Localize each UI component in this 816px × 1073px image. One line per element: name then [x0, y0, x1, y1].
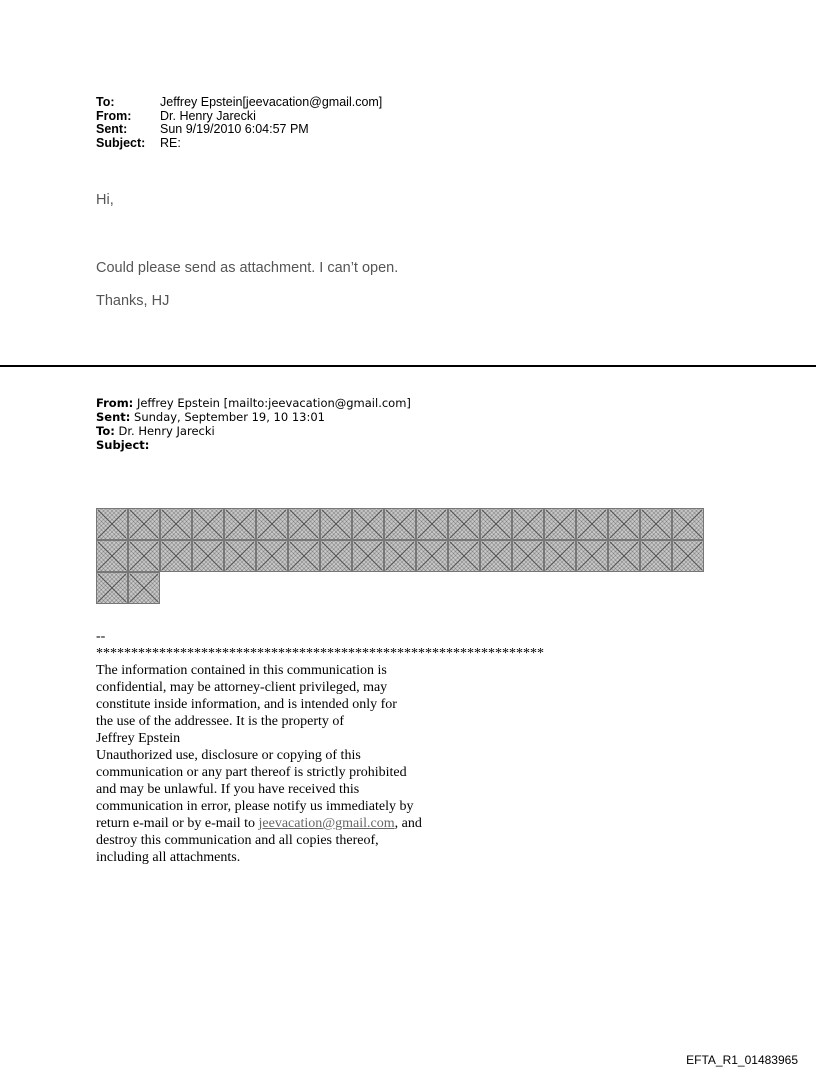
quoted-sent-label: Sent: [96, 410, 131, 424]
to-label: To: [96, 95, 115, 109]
email-header [96, 96, 382, 150]
missing-image-icon [96, 540, 128, 572]
missing-image-icon [544, 508, 576, 540]
subject-row [96, 137, 382, 151]
signature-dashes: -- [96, 629, 106, 644]
quoted-from-row [96, 396, 411, 410]
missing-image-icon [288, 540, 320, 572]
quoted-from-label: From: [96, 396, 134, 410]
missing-image-icon [288, 508, 320, 540]
signature-block [96, 628, 544, 662]
missing-image-icon [320, 508, 352, 540]
to-row [96, 96, 382, 110]
missing-image-icon [448, 540, 480, 572]
disclaimer-text-end: , and destroy this communication and all copies thereof, including all attachments. [96, 816, 422, 865]
disclaimer [96, 662, 516, 866]
missing-image-icon [256, 508, 288, 540]
subject-label: Subject: [96, 135, 146, 150]
missing-image-icon [416, 508, 448, 540]
separator-rule [0, 365, 816, 367]
to-value: Jeffrey Epstein[jeevacation@gmail.com] [160, 95, 383, 109]
missing-image-icon [576, 508, 608, 540]
from-label: From: [96, 108, 132, 123]
quoted-subject-row [96, 438, 411, 452]
disclaimer-email-link[interactable]: jeevacation@gmail.com [258, 816, 395, 831]
message-line: Could please send as attachment. I can’t open. [96, 260, 399, 276]
missing-image-icon [672, 508, 704, 540]
quoted-subject-label: Subject: [96, 438, 150, 452]
missing-image-icon [480, 508, 512, 540]
missing-image-icon [128, 572, 160, 604]
missing-image-icon [416, 540, 448, 572]
quoted-to-row [96, 424, 411, 438]
missing-image-icon [640, 540, 672, 572]
missing-image-icon [320, 540, 352, 572]
missing-image-icon [224, 508, 256, 540]
missing-image-icon [640, 508, 672, 540]
missing-image-icon [608, 540, 640, 572]
missing-image-icon [608, 508, 640, 540]
disclaimer-text: The information contained in this communication is confidential, may be attorney-client privileged, may constitute inside information, and is intended only for the use of the addressee. It is the property of Jeffrey Epstein Unauthorized use, disclosure or copying of this communication or any part thereof is strictly prohibited and may be unlawful. If you have received this communication in error, please notify us immediately by return e-mail or by e-mail to [96, 663, 414, 831]
missing-image-icon [544, 540, 576, 572]
sent-value: Sun 9/19/2010 6:04:57 PM [160, 122, 309, 136]
missing-image-icon [384, 508, 416, 540]
subject-value: RE: [160, 135, 181, 150]
missing-image-icon [352, 540, 384, 572]
missing-image-icon [512, 508, 544, 540]
quoted-from-value: Jeffrey Epstein [mailto:jeevacation@gmail.com] [136, 396, 411, 410]
missing-image-icon [96, 508, 128, 540]
missing-image-icon [576, 540, 608, 572]
missing-image-icon [352, 508, 384, 540]
quoted-sent-value: Sunday, September 19, 10 13:01 [134, 410, 325, 424]
missing-image-icon [160, 508, 192, 540]
quoted-to-value: Dr. Henry Jarecki [118, 424, 215, 438]
missing-image-icon [128, 540, 160, 572]
missing-image-icon [128, 508, 160, 540]
missing-image-icon [224, 540, 256, 572]
quoted-sent-row [96, 410, 411, 424]
missing-image-icon [192, 540, 224, 572]
from-row [96, 110, 382, 124]
document-id: EFTA_R1_01483965 [686, 1053, 798, 1067]
quoted-to-label: To: [96, 424, 115, 438]
missing-image-icon [448, 508, 480, 540]
missing-image-icon [256, 540, 288, 572]
quoted-header [96, 396, 411, 452]
missing-image-icon [480, 540, 512, 572]
sent-label: Sent: [96, 122, 128, 136]
signature-stars: **************************************************************** [96, 646, 544, 661]
greeting: Hi, [96, 192, 114, 208]
from-value: Dr. Henry Jarecki [160, 108, 256, 123]
missing-image-icon [96, 572, 128, 604]
missing-image-icon [384, 540, 416, 572]
missing-image-icon [192, 508, 224, 540]
sent-row [96, 123, 382, 137]
missing-images-grid [96, 508, 704, 604]
missing-image-icon [672, 540, 704, 572]
signoff: Thanks, HJ [96, 293, 170, 309]
missing-image-icon [512, 540, 544, 572]
missing-image-icon [160, 540, 192, 572]
